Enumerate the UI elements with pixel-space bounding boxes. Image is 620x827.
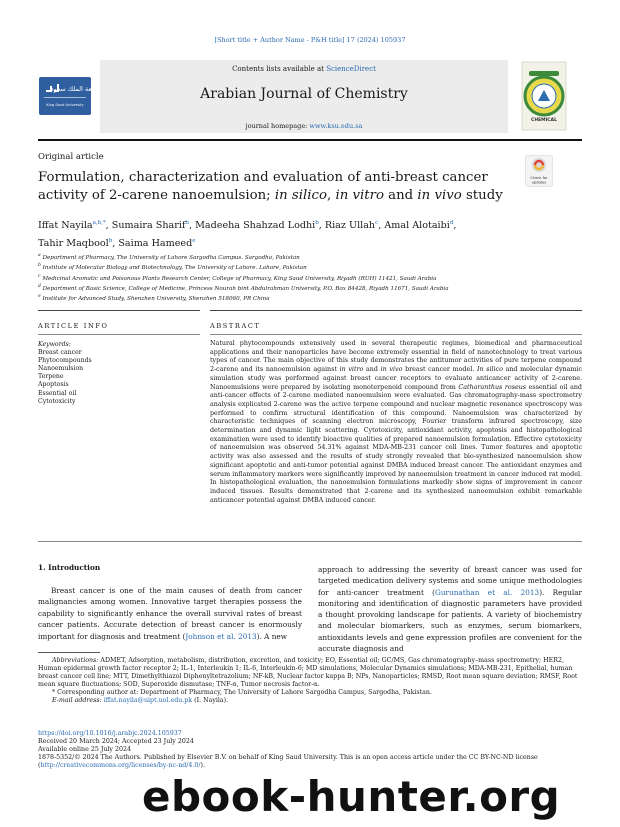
author-name: Sumaira Sharif <box>111 220 186 232</box>
author-affiliation-mark[interactable]: e <box>192 237 196 244</box>
abstract-text: and molecular dynamic simulation study was performed against breast cancer receptors to evaluate anticancer activity of 2-carene. Nanoemulsions were prepared by isolating monoterpenoid compound from <box>210 366 583 391</box>
section-heading: 1. Introduction <box>38 563 101 572</box>
article-info-heading: ARTICLE INFO <box>38 322 109 330</box>
keyword: Terpene <box>38 373 64 381</box>
author-affiliation-mark[interactable]: a,b,* <box>92 220 106 226</box>
abstract-subrule <box>210 334 582 335</box>
article-type: Original article <box>38 152 104 162</box>
abstract-end-rule <box>38 541 582 542</box>
author-separator: , <box>112 237 119 249</box>
intro-column-left <box>38 585 302 642</box>
intro-column-right <box>318 564 582 654</box>
license-link[interactable]: http://creativecommons.org/licenses/by-nc-nd/4.0/ <box>40 762 201 770</box>
check-for-updates-button[interactable] <box>525 155 553 187</box>
author-separator: , <box>318 220 325 232</box>
affiliation-label: e <box>38 294 41 300</box>
intro-text: approach to addressing the severity of breast cancer was used for targeted medication delivery systems and some unique methodologies for anti-cancer treatment ( <box>318 565 582 597</box>
author-affiliation-mark[interactable]: d <box>449 220 454 226</box>
intro-text: Breast cancer is one of the main causes of death from cancer malignancies among women. Innovative target therapies possess the capability to significantly enhance the overall survival rates of breast cancer patients. Accurate detection of breast cancer is enormously important for diagnosis and treatment ( <box>38 586 302 641</box>
footnotes <box>38 657 582 706</box>
sciencedirect-link[interactable]: ScienceDirect <box>326 65 376 73</box>
keyword: Apoptosis <box>38 381 69 389</box>
homepage-prefix: journal homepage: <box>245 122 310 130</box>
intro-text: ). Regular monitoring and identification of diagnostic parameters have provided a thought provoking landscape for patients. A variety of biochemistry and molecular biomarkers, such as enzymes, serum biomarkers, antioxidants levels and gene expression profiles are convenient for the accurate diagnosis and <box>318 587 583 654</box>
keyword: Cytotoxicity <box>38 397 76 405</box>
affiliation-text: Institute of Molecular Biology and Biotechnology, The University of Lahore. Lahore, Pakistan <box>42 265 307 272</box>
affiliation <box>38 252 578 262</box>
society-text: CHEMICAL <box>531 118 557 123</box>
author[interactable] <box>118 238 195 249</box>
author-affiliation-mark[interactable]: b <box>185 220 189 226</box>
paper-title <box>38 169 508 204</box>
article-info-subrule <box>38 334 200 335</box>
received-dates: Received 20 March 2024; Accepted 23 July 2024 <box>38 738 194 746</box>
affiliation <box>38 293 578 303</box>
corresponding-mark: * <box>52 689 56 697</box>
journal-title: Arabian Journal of Chemistry <box>200 86 408 102</box>
author[interactable] <box>38 238 118 249</box>
affiliation-label: a <box>38 253 41 258</box>
keyword: Nanoemulsion <box>38 365 84 373</box>
title-in-vivo: in vivo <box>417 187 462 203</box>
corresponding-footnote <box>38 689 582 697</box>
crossmark-line2: updates <box>531 180 547 185</box>
title-end: study <box>461 187 503 203</box>
homepage-link[interactable]: www.ksu.edu.sa <box>309 122 363 130</box>
crossmark-line1: Check for <box>530 176 548 180</box>
publisher-name: King Saud University <box>46 103 84 107</box>
abstract-body <box>210 340 582 505</box>
affiliation-text: Medicinal Aromatic and Poisonous Plants Research Center, College of Pharmacy, King Saud University, Riyadh (RUH) 11421, Saudi Arabia <box>42 275 437 282</box>
author-name: Riaz Ullah <box>324 220 376 232</box>
email-link[interactable]: iffat.nayila@uipt.uol.edu.pk <box>103 697 193 705</box>
title-in-vitro: in vitro <box>335 187 384 203</box>
author-name: Iffat Nayila <box>38 220 93 232</box>
abstract-heading: ABSTRACT <box>210 322 261 330</box>
running-head[interactable]: [Short title + Author Name - P&H title] 17 (2024) 105937 <box>214 36 406 44</box>
contents-line <box>100 65 508 73</box>
title-main: Formulation, characterization and evaluation of anti-breast cancer activity of 2-carene nanoemulsion; <box>38 170 488 203</box>
keywords-list <box>38 341 198 406</box>
citation-link[interactable]: Johnson et al. 2013 <box>185 631 257 641</box>
abstract-rule <box>210 310 582 311</box>
abstract-text: breast cancer model. <box>402 366 477 374</box>
watermark: ebook-hunter.org <box>142 772 561 821</box>
publisher-arabic: جامعة الملك سعود <box>50 85 102 93</box>
title-in-silico: in silico <box>274 187 327 203</box>
email-owner: (I. Nayila). <box>192 697 229 705</box>
affiliation-text: Department of Pharmacy, The University of Lahore Sargodha Campus. Sargodha, Pakistan <box>42 254 300 261</box>
available-date: Available online 25 July 2024 <box>38 746 132 754</box>
abbreviations-label: Abbreviations: <box>52 657 99 664</box>
author-list <box>38 216 558 251</box>
abstract-italic: in vivo <box>380 366 403 374</box>
author[interactable] <box>38 220 112 231</box>
keyword: Essential oil <box>38 389 77 397</box>
crossmark-icon <box>525 155 553 187</box>
abstract-text: essential oil and anti-cancer effects of 2-carene mediated nanoemulsion were evaluated. Gas chromatography-mass spectrometry analysis explicated 2-carene was the active terpene compound and nuclear magnetic resonance spectroscopy was performed to confirm structural identification of this compound. Nanoemulsion was characterized by characteristic techniques of scanning electron microscopy, Fourier transform infrared spectroscopy, size determination and dynamic light scattering. Cytotoxicity, antioxidant activity, apoptosis and histopathological examination were used to identify bioactive qualities of prepared nanoemulsion formulation. Effective cytotoxicity of nanoemulsion was observed 54.31% against MDA-MB-231 cancer cell lines. Tumor features and apoptotic activity was also assessed and the results of study strongly revealed that bio-synthesized nanoemulsion show significant apoptotic and anti-tumor potential against DMBA induced breast cancer. The antioxidant enzymes and serum inflammatory markers were significantly improved by nanoemulsion treatment in cancer induced rat model. In histopathological evaluation, the nanoemulsion formulations markedly show signs of improvement in cancer induced tissues. Results demonstrated that 2-carene and its synthesized nanoemulsion exhibit remarkable anticancer potential against DMBA induced cancer. <box>210 383 582 504</box>
author[interactable] <box>384 220 456 231</box>
ksu-logo-icon <box>38 60 102 133</box>
author-name: Amal Alotaibi <box>384 220 450 232</box>
society-logo <box>518 58 570 134</box>
author[interactable] <box>112 220 195 231</box>
author-separator: , <box>378 220 385 232</box>
copyright-end: ). <box>200 762 206 770</box>
keyword: Breast cancer <box>38 349 82 357</box>
affiliation-text: Institute for Advanced Study, Shenzhen University, Shenzhen 518060, PR China <box>42 296 270 303</box>
affiliation-text: Department of Basic Science, College of Medicine, Princess Nourah bint Abdulrahman University, P.O. Box 84428, Riyadh 11671, Saudi Arabia <box>42 285 449 292</box>
citation-link[interactable]: Gurunathan et al. 2013 <box>435 587 540 597</box>
author[interactable] <box>325 220 384 231</box>
affiliation <box>38 283 578 293</box>
header-rule <box>38 139 582 141</box>
footnote-rule <box>38 652 100 653</box>
author-name: Tahir Maqbool <box>38 237 109 249</box>
email-label: E-mail address: <box>52 697 102 705</box>
keywords-label: Keywords: <box>38 341 71 348</box>
abstract-italic: in vitro <box>339 366 364 374</box>
author[interactable] <box>195 220 325 231</box>
affiliation-label: d <box>38 284 41 290</box>
affiliation-label: b <box>38 263 41 269</box>
contents-prefix: Contents lists available at <box>232 65 327 73</box>
author-name: Saima Hameed <box>118 237 193 249</box>
author-separator: , <box>453 220 457 232</box>
abstract-species: Catharanthus roseus <box>458 383 527 391</box>
abstract-text: and <box>363 366 381 374</box>
affiliation <box>38 273 578 283</box>
author-separator: , <box>105 220 112 232</box>
title-and: and <box>383 187 418 203</box>
article-info-rule <box>38 310 200 311</box>
author-affiliation-mark[interactable]: c <box>375 220 379 226</box>
affiliations <box>38 252 578 304</box>
corresponding-text: Corresponding author at: Department of Pharmacy, The University of Lahore Sargodha Campus, Sargodha, Pakistan. <box>55 689 432 697</box>
email-footnote <box>38 697 582 705</box>
copyright-text: 1878-5352/© 2024 The Authors. Published by Elsevier B.V. on behalf of King Saud University. This is an open access article under the CC BY-NC-ND license ( <box>38 754 538 770</box>
abbreviations-footnote <box>38 657 582 689</box>
society-emblem-icon <box>518 58 570 134</box>
author-name: Madeeha Shahzad Lodhi <box>195 220 316 232</box>
author-separator: , <box>188 220 196 232</box>
abstract-italic: In silico <box>476 366 503 374</box>
abbreviations-text: ADMET, Adsorption, metabolism, distribution, excretion, and toxicity; EO, Essential oil; GC/MS, Gas chromatography–mass spectrometry; HER2, Human epidermal growth factor receptor 2; IL-1, Interleukin 1; IL-6, Interleukin-6; MD simulations, Molecular Dynamics simulations; MDA-MB-231, Epithelial, human breast cancer cell line; MTT, Dimethylthiazol Diphenyltetrazolium; NF-kB, Nuclear factor kappa B; NPs, Nanoparticles; RMSD, Root mean square deviation; RMSF, Root mean square fluctuations; SOD, Superoxide dismutase; TNF-α, Tumor necrosis factor-α. <box>38 657 578 689</box>
copyright-notice <box>38 754 582 770</box>
affiliation <box>38 262 578 272</box>
homepage-line <box>100 122 508 130</box>
publisher-logo <box>38 60 102 133</box>
author-affiliation-mark[interactable]: b <box>108 237 113 244</box>
affiliation-label: c <box>38 273 41 279</box>
intro-text: ). A new <box>256 631 287 641</box>
title-sep: , <box>326 187 336 203</box>
abstract-text: Natural phytocompounds extensively used in several therapeutic regimes, biomedical and pharmaceutical applications and their nanoparticles have become extremely essential in field of nanotechnology to treat various types of cancer. The main objective of this study demonstrates the antitumor activities of pure terpene compound 2-carene and its nanoemulsion against <box>210 340 582 374</box>
author-affiliation-mark[interactable]: b <box>315 220 319 226</box>
keyword: Phytocompounds <box>38 357 92 365</box>
front-matter <box>38 730 582 770</box>
doi-link[interactable]: https://doi.org/10.1016/j.arabjc.2024.105937 <box>38 730 182 737</box>
